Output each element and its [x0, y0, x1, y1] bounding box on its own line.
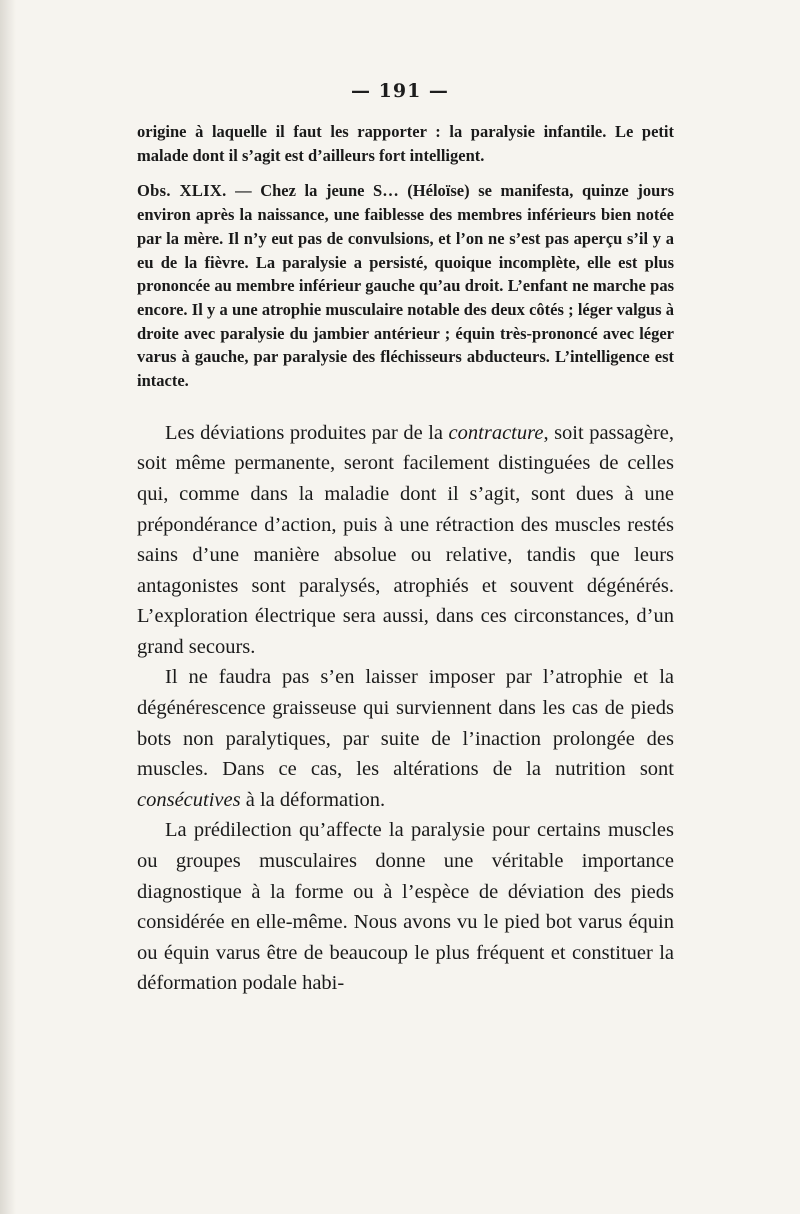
paragraph-contracture-start: Les déviations produites par de la	[165, 421, 449, 444]
page-gutter-shadow	[0, 0, 16, 1214]
paragraph-atrophy	[137, 662, 674, 815]
paragraph-atrophy-emphasis: consécutives	[137, 788, 241, 811]
paragraph-contracture-end: , soit passagère, soit même permanente, seront facilement distinguées de celles qui, comme dans la maladie dont il s’agit, sont dues à une prépondérance d’action, puis à une rétraction des muscles restés sains d’une manière absolue ou relative, tandis que leurs antagonistes sont paralysés, atrophiés et souvent dégénérés. L’exploration électrique sera aussi, dans ces circonstances, d’un grand secours.	[137, 421, 675, 658]
observation-label: Obs. XLIX.	[137, 181, 227, 201]
observation-continuation: origine à laquelle il faut les rapporter : la paralysie infantile. Le petit malade dont il s’agit est d’ailleurs fort intelligent.	[137, 122, 674, 165]
paragraph-predilection: La prédilection qu’affecte la paralysie pour certains muscles ou groupes musculaires donne une véritable importance diagnostique à la forme ou à l’espèce de déviation des pieds considérée en elle-même. Nous avons vu le pied bot varus équin ou équin varus être de beaucoup le plus fréquent et constituer la déformation podale habi-	[137, 819, 674, 995]
paragraph-atrophy-end: à la déformation.	[240, 788, 386, 811]
observation-body: — Chez la jeune S… (Héloïse) se manifesta, quinze jours environ après la naissance, une faiblesse des membres inférieurs bien notée par la mère. Il n’y eut pas de convulsions, et l’on ne s’est pas aperçu s’il y a eu de la fièvre. La paralysie a persisté, quoique incomplète, elle est plus prononcée au membre inférieur gauche qu’au droit. L’enfant ne marche pas encore. Il y a une atrophie musculaire notable des deux côtés ; léger valgus à droite avec paralysie du jambier antérieur ; équin très-prononcé avec léger varus à gauche, par paralysie des fléchisseurs abducteurs. L’intelligence est intacte.	[137, 181, 674, 391]
observation-xlix	[137, 179, 674, 392]
paragraph-contracture-emphasis: contracture	[448, 421, 544, 444]
page-body	[137, 120, 674, 999]
page-number: — 191 —	[351, 80, 449, 102]
paragraph-atrophy-start: Il ne faudra pas s’en laisser imposer par l’atrophie et la dégénérescence graisseuse qui surviennent dans les cas de pieds bots non paralytiques, par suite de l’inaction prolongée des muscles. Dans ce cas, les altérations de la nutrition sont	[137, 666, 674, 781]
paragraph-contracture	[137, 418, 674, 663]
